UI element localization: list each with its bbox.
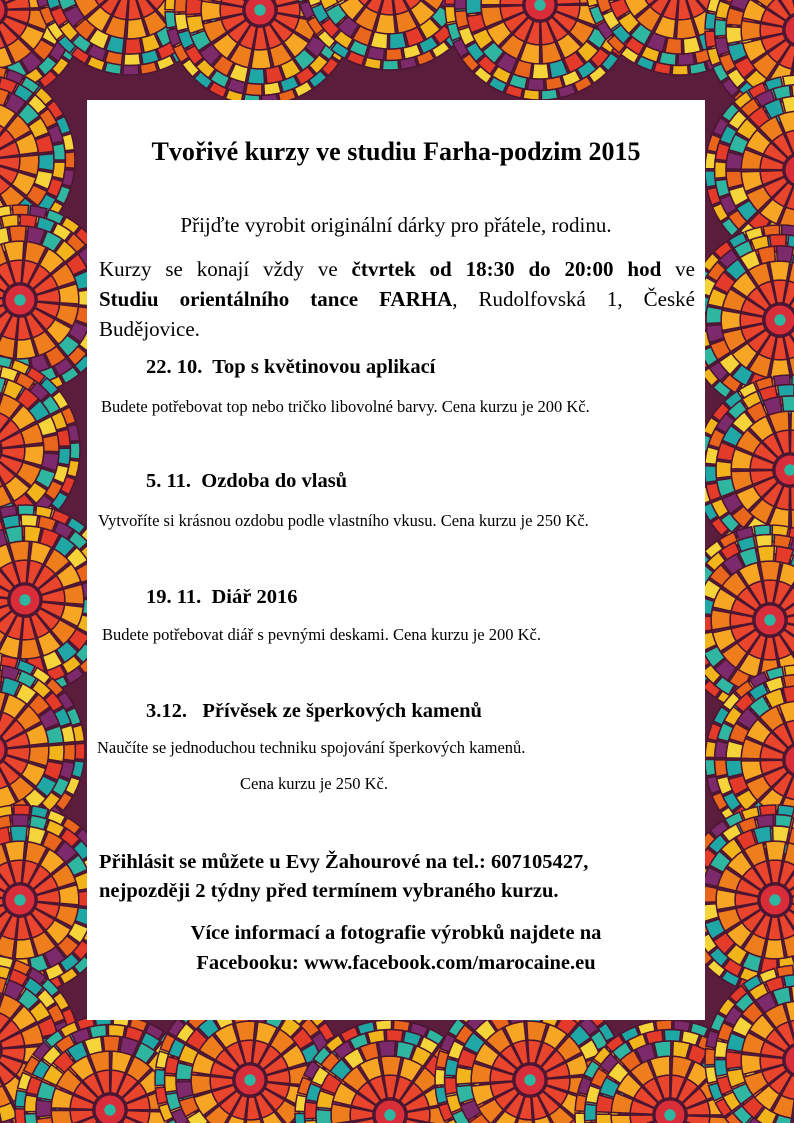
flyer-sheet bbox=[87, 100, 705, 1020]
course-name: Ozdoba do vlasů bbox=[201, 470, 348, 492]
venue-mid: ve bbox=[661, 257, 695, 281]
more-info-line: Více informací a fotografie výrobků najdete na bbox=[190, 922, 602, 944]
course-price: Cena kurzu je 250 Kč. bbox=[240, 774, 388, 793]
course-description: Budete potřebovat top nebo tričko libovolné barvy. Cena kurzu je 200 Kč. bbox=[101, 397, 590, 416]
course-heading bbox=[146, 470, 347, 493]
course-name: Diář 2016 bbox=[211, 586, 298, 608]
flyer-title: Tvořivé kurzy ve studiu Farha-podzim 2015 bbox=[151, 137, 641, 166]
venue-pre: Kurzy se konají vždy ve bbox=[99, 257, 352, 281]
course-time: čtvrtek od 18:30 do 20:00 hod bbox=[351, 257, 662, 281]
more-info bbox=[87, 918, 705, 978]
course-date: 22. 10. bbox=[146, 356, 203, 378]
course-name: Přívěsek ze šperkových kamenů bbox=[202, 700, 482, 722]
signup-line: nejpozději 2 týdny před termínem vybraného kurzu. bbox=[99, 880, 559, 902]
signup-info bbox=[99, 848, 588, 906]
course-heading bbox=[146, 586, 297, 609]
signup-line: Přihlásit se můžete u Evy Žahourové na tel.: 607105427, bbox=[99, 851, 589, 873]
course-date: 19. 11. bbox=[146, 586, 202, 608]
course-date: 5. 11. bbox=[146, 470, 191, 492]
intro-text: Přijďte vyrobit originální dárky pro přátele, rodinu. bbox=[180, 213, 612, 237]
facebook-link[interactable]: Facebooku: www.facebook.com/marocaine.eu bbox=[196, 952, 596, 974]
studio-address: , Rudolfovská 1, České bbox=[452, 287, 696, 311]
course-heading bbox=[146, 700, 482, 723]
course-description: Naučíte se jednoduchou techniku spojování šperkových kamenů. bbox=[97, 738, 526, 757]
studio-name: Studiu orientálního tance FARHA bbox=[99, 287, 453, 311]
course-date: 3.12. bbox=[146, 700, 187, 722]
course-heading bbox=[146, 356, 435, 379]
course-name: Top s květinovou aplikací bbox=[212, 356, 436, 378]
venue-paragraph bbox=[99, 254, 695, 344]
course-description: Budete potřebovat diář s pevnými deskami. Cena kurzu je 200 Kč. bbox=[102, 625, 541, 644]
studio-city: Budějovice. bbox=[99, 317, 200, 341]
course-description: Vytvoříte si krásnou ozdobu podle vlastního vkusu. Cena kurzu je 250 Kč. bbox=[98, 511, 589, 530]
